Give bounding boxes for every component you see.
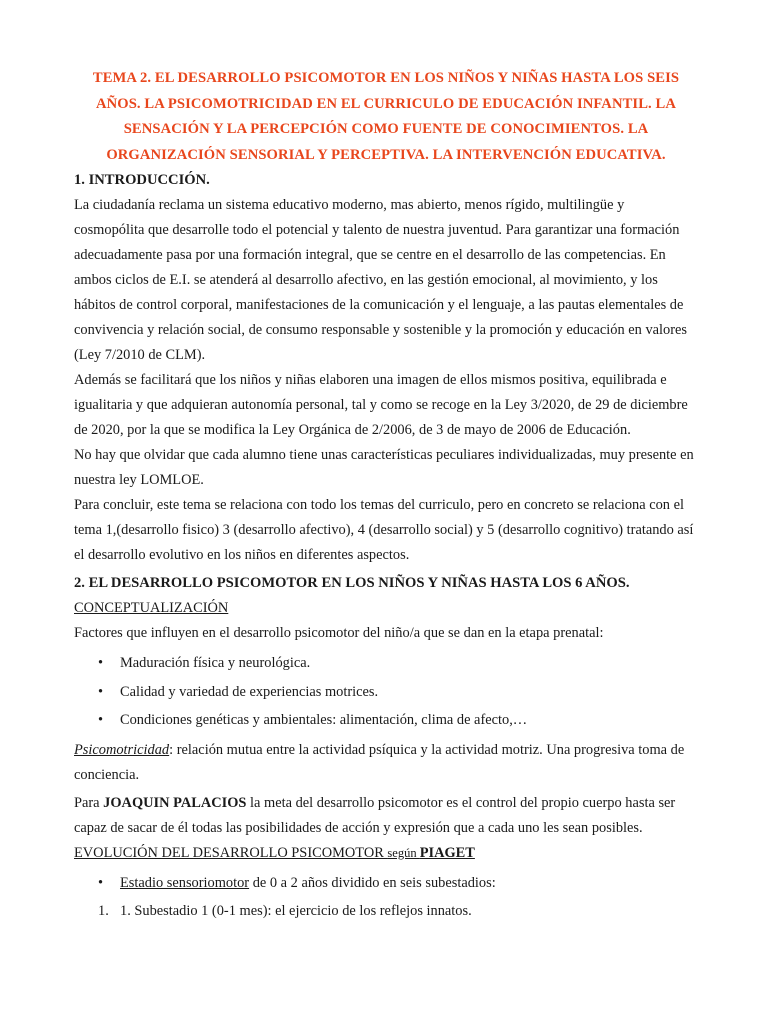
list-item-text: Condiciones genéticas y ambientales: alimentación, clima de afecto,… <box>120 712 528 728</box>
evolution-heading <box>74 841 698 866</box>
list-item-text: Calidad y variedad de experiencias motrices. <box>120 683 379 700</box>
list-item-text: Maduración física y neurológica. <box>120 655 311 671</box>
bullet-icon: • <box>98 874 104 891</box>
bullet-icon: • <box>98 655 104 671</box>
colon: : <box>169 741 174 758</box>
factors-intro: Factores que influyen en el desarrollo psicomotor del niño/a que se dan en la etapa prenatal: <box>74 625 604 641</box>
list-item <box>74 869 698 898</box>
psicomotricidad-term: Psicomotricidad <box>74 741 170 758</box>
palacios-paragraph <box>74 791 698 841</box>
intro-paragraph-2: Además se facilitará que los niños y niñas elaboren una imagen de ellos mismos positiva, equilibrada e igualitaria y que adquieran autonomía personal, tal y como se recoge en la Ley 3/2020, de 29 de diciembre de 2020, por la que se modifica la Ley Orgánica de 2/2006, de 3 de mayo de 2006 de Educación. <box>74 372 688 438</box>
subheading-conceptualizacion: CONCEPTUALIZACIÓN <box>74 600 229 616</box>
section-heading-introduccion: 1. INTRODUCCIÓN. <box>74 172 210 188</box>
palacios-text: la meta del desarrollo psicomotor es el control del propio cuerpo hasta ser capaz de sacar de él todas las posibilidades de acción y expresión que a cada uno les sean posibles. <box>74 794 676 836</box>
stage-text: de 0 a 2 años dividido en seis subestadios: <box>249 874 496 891</box>
evolution-author: PIAGET <box>419 844 475 861</box>
stages-list <box>74 869 698 898</box>
list-item <box>74 649 698 678</box>
stage-label: Estadio sensoriomotor <box>120 874 250 891</box>
list-item <box>74 897 698 925</box>
list-item-text: 1. Subestadio 1 (0-1 mes): el ejercicio de los reflejos innatos. <box>120 903 472 919</box>
factors-list <box>74 649 698 735</box>
psicomotricidad-definition <box>74 738 698 788</box>
document-title: TEMA 2. EL DESARROLLO PSICOMOTOR EN LOS NIÑOS Y NIÑAS HASTA LOS SEIS AÑOS. LA PSICOMOTRICIDAD EN EL CURRICULO DE EDUCACIÓN INFANTIL. LA SENSACIÓN Y LA PERCEPCIÓN COMO FUENTE DE CONOCIMIENTOS. LA ORGANIZACIÓN SENSORIAL Y PERCEPTIVA. LA INTERVENCIÓN EDUCATIVA. <box>92 70 680 163</box>
intro-paragraph-3: No hay que olvidar que cada alumno tiene unas características peculiares individualizadas, muy presente en nuestra ley LOMLOE. <box>74 447 694 488</box>
list-number: 1. <box>98 903 109 919</box>
evolution-heading-text: EVOLUCIÓN DEL DESARROLLO PSICOMOTOR <box>74 844 388 861</box>
bullet-icon: • <box>98 712 104 728</box>
list-item <box>74 706 698 735</box>
intro-paragraph-4: Para concluir, este tema se relaciona con todo los temas del curriculo, pero en concreto se relaciona con el tema 1,(desarrollo fisico) 3 (desarrollo afectivo), 4 (desarrollo social) y 5 (desarrollo cognitivo) tratando así el desarrollo evolutivo en los niños en diferentes aspectos. <box>74 497 694 563</box>
palacios-name: JOAQUIN PALACIOS <box>103 794 247 811</box>
substages-list <box>74 897 698 925</box>
palacios-prefix: Para <box>74 794 104 811</box>
list-item <box>74 678 698 707</box>
psicomotricidad-text: relación mutua entre la actividad psíquica y la actividad motriz. Una progresiva toma de conciencia. <box>74 741 685 783</box>
intro-paragraph-1: La ciudadanía reclama un sistema educativo moderno, mas abierto, menos rígido, multilingüe y cosmopólita que desarrolle todo el potencial y talento de nuestra juventud. Para garantizar una formación adecuadamente pasa por una formación integral, que se centre en el desarrollo de las competencias. En ambos ciclos de E.I. se atenderá al desarrollo afectivo, en las gestión emocional, al movimiento, y los hábitos de control corporal, manifestaciones de la comunicación y el lenguaje, a las pautas elementales de convivencia y relación social, de consumo responsable y sostenible y la promoción y educación en valores (Ley 7/2010 de CLM). <box>74 197 688 363</box>
section-heading-desarrollo: 2. EL DESARROLLO PSICOMOTOR EN LOS NIÑOS Y NIÑAS HASTA LOS 6 AÑOS. <box>74 575 630 591</box>
evolution-segun: según <box>387 845 420 860</box>
bullet-icon: • <box>98 683 104 700</box>
